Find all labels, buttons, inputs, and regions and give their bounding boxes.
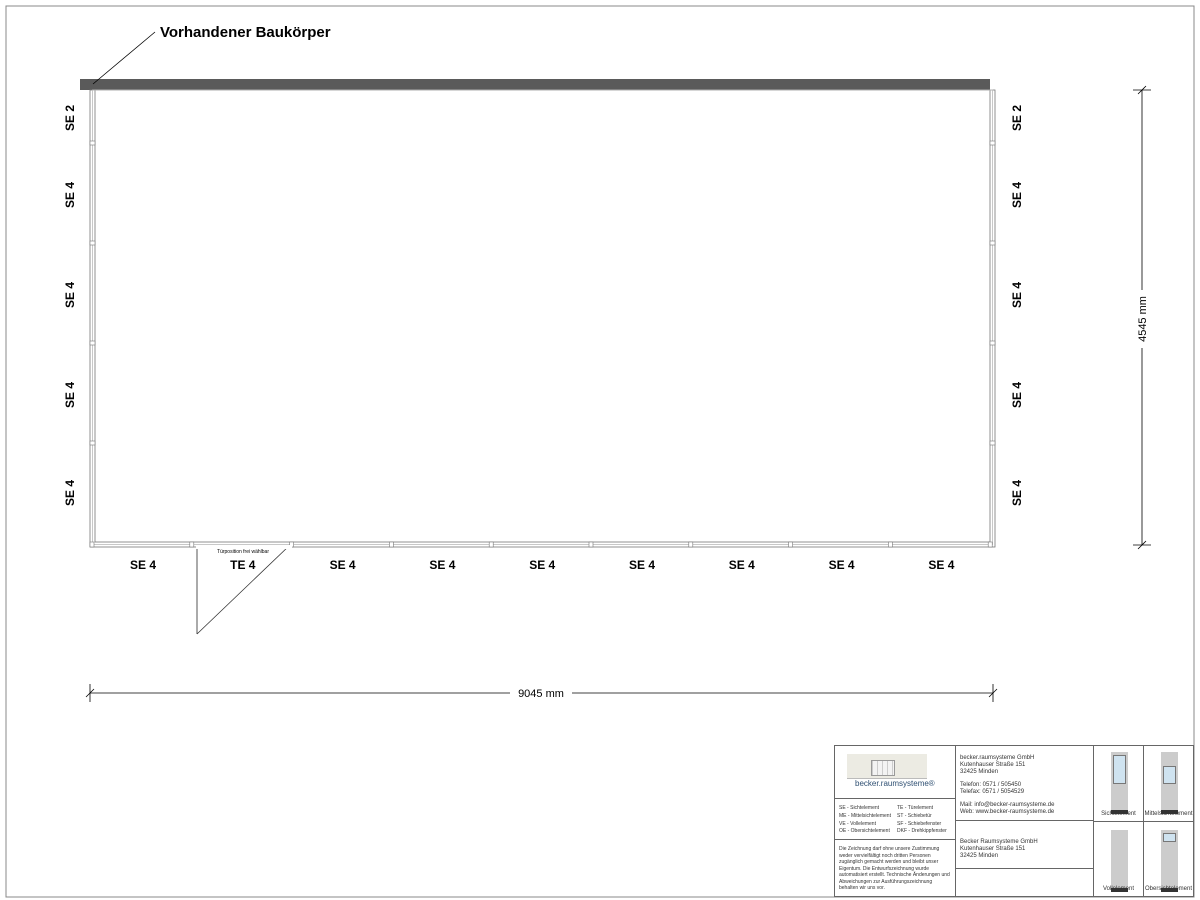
wall-element-label: SE 4 <box>329 558 356 572</box>
wall-element-label: SE 4 <box>1010 281 1024 309</box>
company-fax: Telefax: 0571 / 5054529 <box>960 789 1025 795</box>
panel-icon <box>1161 830 1178 892</box>
company-mail: Mail: info@becker-raumsysteme.de <box>960 802 1055 808</box>
logo-graphic <box>847 754 927 779</box>
leader-line <box>93 32 155 84</box>
company-web: Web: www.becker-raumsysteme.de <box>960 809 1055 815</box>
element-type-mittelsichtelement <box>1143 745 1194 822</box>
element-type-sichtelement <box>1093 745 1144 822</box>
company-street: Kutenhauser Straße 151 <box>960 762 1026 768</box>
abbreviation-legend <box>834 798 956 840</box>
existing-building-wall <box>80 79 990 90</box>
wall-element-label: SE 4 <box>828 558 855 572</box>
element-type-vollelement <box>1093 821 1144 897</box>
element-type-label: Sichtelement <box>1101 811 1136 817</box>
legend-item: VE - Vollelement <box>839 820 876 827</box>
right-element-labels <box>1010 105 1024 506</box>
element-type-label: Obersichtelement <box>1144 886 1193 892</box>
wall-element-label: SE 2 <box>63 104 77 132</box>
element-type-label: Vollelement <box>1102 886 1135 892</box>
wall-element-label: SE 4 <box>63 181 77 209</box>
company-phone: Telefon: 0571 / 505450 <box>960 782 1022 788</box>
empty-cell <box>955 868 1094 897</box>
joint <box>90 441 95 445</box>
wall-element-label: SE 4 <box>429 558 456 572</box>
joint <box>990 241 995 245</box>
wall-element-label: SE 4 <box>63 281 77 309</box>
joint <box>789 542 793 547</box>
wall-element-label: TE 4 <box>230 558 256 572</box>
joint <box>589 542 593 547</box>
wall-element-label: SE 4 <box>1010 181 1024 209</box>
disclaimer-text: Die Zeichnung darf ohne unsere Zustimmung weder vervielfältigt noch dritten Personen zugänglich gemacht werden und bleibt unser Eigentum. Die Entwurfszeichnung wurde automatisiert erstellt. Technische Änderungen und Abweichungen zur Ausführungszeichnung behalten wir uns vor. <box>839 846 950 891</box>
logo-cell <box>834 745 956 799</box>
joint <box>990 141 995 145</box>
left-element-labels <box>63 105 77 506</box>
legend-item: ST - Schiebetür <box>897 812 932 819</box>
legend-item: ME - Mittelsichtelement <box>839 812 891 819</box>
wall-element-label: SE 4 <box>529 558 556 572</box>
legend-item: DKF - Drehkippfenster <box>897 828 947 835</box>
customer-city: 32425 Minden <box>960 853 999 859</box>
customer-name: Becker Raumsysteme GmbH <box>960 839 1038 845</box>
wall-element-label: SE 4 <box>928 558 955 572</box>
wall-element-label: SE 4 <box>63 381 77 409</box>
disclaimer <box>834 839 956 897</box>
wall-element-label: SE 4 <box>628 558 656 572</box>
company-name: becker.raumsysteme GmbH <box>960 755 1035 761</box>
joint <box>990 341 995 345</box>
legend-item: SF - Schiebefenster <box>897 820 942 827</box>
legend-item: SE - Sichtelement <box>839 805 880 811</box>
joint <box>90 542 94 547</box>
panel-icon <box>1111 830 1128 892</box>
depth-dimension-text: 4545 mm <box>1137 296 1149 342</box>
customer-street: Kutenhauser Straße 151 <box>960 846 1026 852</box>
joint <box>190 542 194 547</box>
wall-element-label: SE 4 <box>63 479 77 507</box>
door-note: Türposition frei wählbar <box>217 549 269 555</box>
existing-building-label: Vorhandener Baukörper <box>160 24 331 41</box>
joint <box>90 341 95 345</box>
title-block <box>834 745 1194 897</box>
element-type-obersichtelement <box>1143 821 1194 897</box>
joint <box>489 542 493 547</box>
company-info <box>955 745 1094 821</box>
joint <box>90 241 95 245</box>
width-dimension-text: 9045 mm <box>518 688 564 700</box>
joint <box>90 141 95 145</box>
wall-element-label: SE 4 <box>1010 479 1024 507</box>
joint <box>689 542 693 547</box>
panel-icon <box>1161 752 1178 814</box>
legend-item: OE - Obersichtelement <box>839 828 890 835</box>
wall-element-label: SE 4 <box>728 558 755 572</box>
joint <box>990 441 995 445</box>
wall-element-label: SE 4 <box>129 558 157 572</box>
wall-element-label: SE 2 <box>1010 104 1024 132</box>
room-walls <box>90 90 995 547</box>
joint <box>389 542 393 547</box>
panel-icon <box>1111 752 1128 814</box>
element-type-label: Mittelsichtelement <box>1144 811 1193 817</box>
customer-info <box>955 820 1094 869</box>
logo-text: becker.raumsysteme® <box>855 779 935 788</box>
legend-item: TE - Türelement <box>897 805 934 811</box>
wall-element-label: SE 4 <box>1010 381 1024 409</box>
bottom-element-labels <box>130 558 955 572</box>
company-city: 32425 Minden <box>960 769 999 775</box>
element-joints <box>90 141 995 547</box>
joint <box>888 542 892 547</box>
joint <box>988 542 992 547</box>
